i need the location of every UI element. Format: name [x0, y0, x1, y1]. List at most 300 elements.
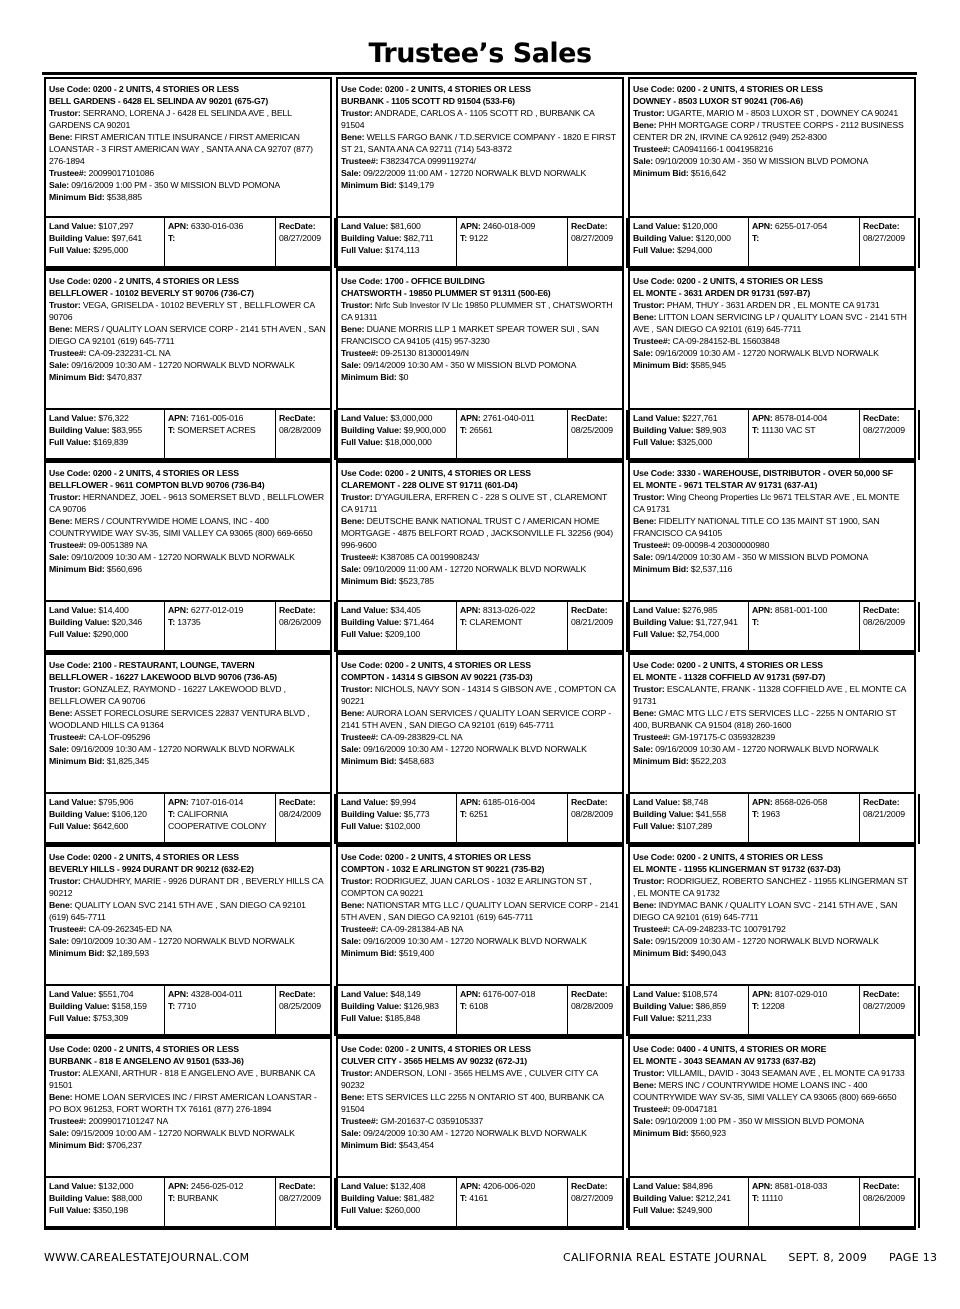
land-value — [49, 1180, 161, 1192]
trustor — [633, 875, 911, 899]
trustee-number-label: Trustee#: — [341, 732, 379, 742]
trustee-number-value: K387085 CA 0019908243/ — [380, 552, 480, 562]
recdate-column — [276, 986, 336, 1036]
tract — [752, 424, 856, 436]
minimum-bid — [633, 947, 911, 959]
listing-values — [628, 1176, 916, 1230]
sale-info — [341, 359, 619, 371]
beneficiary-value: MERS INC / COUNTRYWIDE HOME LOANS INC - 400 COUNTRYWIDE WAY SV-35, SIMI VALLEY CA 93065 (800) 669-6650 — [633, 1080, 897, 1102]
use-code-label: Use Code: — [341, 84, 383, 94]
values-column — [336, 218, 457, 268]
minimum-bid — [633, 167, 911, 179]
beneficiary-label: Bene: — [341, 516, 365, 526]
full-value-label: Full Value: — [341, 1013, 383, 1023]
minimum-bid — [633, 1127, 911, 1139]
sale-info-label: Sale: — [633, 1116, 654, 1126]
trustee-number-value: CA-LOF-095296 — [88, 732, 151, 742]
land-value-value: $276,985 — [682, 605, 718, 615]
building-value — [49, 616, 161, 628]
use-code-value: 0200 - 2 UNITS, 4 STORIES OR LESS — [92, 468, 239, 478]
apn-value: 6277-012-019 — [190, 605, 244, 615]
apn-value: 8107-029-010 — [774, 989, 828, 999]
trustee-number — [341, 347, 619, 359]
use-code-line — [341, 275, 619, 287]
full-value — [633, 436, 745, 448]
beneficiary — [341, 707, 619, 731]
tract — [752, 1192, 856, 1204]
recdate-value: 08/28/2009 — [571, 809, 613, 819]
building-value-label: Building Value: — [633, 809, 694, 819]
listing-card — [628, 845, 916, 1036]
full-value-label: Full Value: — [633, 821, 675, 831]
listing-values — [44, 1176, 332, 1230]
minimum-bid — [341, 179, 619, 191]
recdate-value: 08/27/2009 — [571, 233, 613, 243]
apn-label: APN: — [460, 605, 481, 615]
tract — [460, 1192, 564, 1204]
beneficiary — [341, 131, 619, 155]
trustor-value: HERNANDEZ, JOEL - 9613 SOMERSET BLVD , BELLFLOWER CA 90706 — [49, 492, 325, 514]
apn-value: 6185-016-004 — [482, 797, 536, 807]
beneficiary-value: DUANE MORRIS LLP 1 MARKET SPEAR TOWER SUI , SAN FRANCISCO CA 94105 (415) 957-3230 — [341, 324, 599, 346]
beneficiary — [341, 515, 619, 551]
use-code-value: 0200 - 2 UNITS, 4 STORIES OR LESS — [384, 660, 531, 670]
trustee-number — [633, 335, 911, 347]
land-value-value: $48,149 — [390, 989, 421, 999]
beneficiary — [49, 323, 327, 347]
full-value — [49, 1204, 161, 1216]
trustee-number-value: CA0941166-1 0041958216 — [672, 144, 773, 154]
building-value-label: Building Value: — [49, 233, 110, 243]
property-address: EL MONTE - 3631 ARDEN DR 91731 (597-B7) — [633, 288, 811, 298]
listing-card — [44, 269, 332, 460]
beneficiary-label: Bene: — [341, 708, 365, 718]
beneficiary-value: DEUTSCHE BANK NATIONAL TRUST C / AMERICAN HOME MORTGAGE - 4875 BELFORT ROAD , JACKSONVILLE FL 32256 (904) 996-9600 — [341, 516, 613, 550]
building-value-label: Building Value: — [633, 233, 694, 243]
footer-page-number: PAGE 13 — [889, 1251, 938, 1264]
minimum-bid — [633, 359, 911, 371]
building-value-label: Building Value: — [49, 1193, 110, 1203]
tract-label: T: — [168, 617, 175, 627]
apn — [752, 412, 856, 424]
trustee-number-label: Trustee#: — [633, 732, 671, 742]
land-value — [341, 988, 453, 1000]
apn — [168, 988, 272, 1000]
land-value — [49, 412, 161, 424]
use-code-label: Use Code: — [49, 468, 91, 478]
full-value-value: $174,113 — [385, 245, 420, 255]
listing-card — [336, 461, 624, 652]
building-value-label: Building Value: — [341, 617, 402, 627]
use-code-value: 0200 - 2 UNITS, 4 STORIES OR LESS — [676, 852, 823, 862]
trustor-value: ANDERSON, LONI - 3565 HELMS AVE , CULVER CITY CA 90232 — [341, 1068, 598, 1090]
recdate-value: 08/25/2009 — [571, 425, 613, 435]
minimum-bid-value: $149,179 — [398, 180, 434, 190]
full-value-value: $211,233 — [677, 1013, 712, 1023]
recdate-value: 08/26/2009 — [279, 617, 321, 627]
recdate-column — [276, 1178, 336, 1228]
apn-label: APN: — [752, 413, 773, 423]
trustee-number — [341, 923, 619, 935]
building-value-value: $20,346 — [111, 617, 143, 627]
trustee-number — [49, 539, 327, 551]
apn-value: 8578-014-004 — [774, 413, 828, 423]
trustor-label: Trustor: — [633, 300, 665, 310]
property-address: DOWNEY - 8503 LUXOR ST 90241 (706-A6) — [633, 96, 804, 106]
minimum-bid-value: $1,825,345 — [106, 756, 149, 766]
land-value-label: Land Value: — [633, 989, 681, 999]
sale-info-value: 09/16/2009 10:30 AM - 12720 NORWALK BLVD NORWALK — [71, 360, 295, 370]
building-value-value: $120,000 — [695, 233, 731, 243]
building-value-value: $106,120 — [111, 809, 147, 819]
beneficiary-label: Bene: — [49, 708, 73, 718]
beneficiary-value: ASSET FORECLOSURE SERVICES 22837 VENTURA BLVD , WOODLAND HILLS CA 91364 — [49, 708, 310, 730]
beneficiary-label: Bene: — [633, 708, 657, 718]
listing-card — [44, 653, 332, 844]
property-address: EL MONTE - 11955 KLINGERMAN ST 91732 (637-D3) — [633, 864, 841, 874]
land-value — [341, 220, 453, 232]
land-value-label: Land Value: — [341, 797, 389, 807]
use-code-line — [49, 1043, 327, 1055]
tract-label: T: — [460, 425, 467, 435]
recdate-value: 08/27/2009 — [863, 233, 905, 243]
values-column — [44, 986, 165, 1036]
use-code-line — [49, 851, 327, 863]
trustee-number-value: 09-00098-4 20300000980 — [672, 540, 770, 550]
trustee-number — [633, 1103, 911, 1115]
full-value-label: Full Value: — [341, 821, 383, 831]
trustee-number-value: 09-0051389 NA — [88, 540, 148, 550]
trustor-value: PHAM, THUY - 3631 ARDEN DR , EL MONTE CA 91731 — [666, 300, 880, 310]
building-value — [633, 1192, 745, 1204]
use-code-line — [49, 275, 327, 287]
sale-info-label: Sale: — [341, 1128, 362, 1138]
building-value — [49, 808, 161, 820]
listing-values — [44, 408, 332, 462]
land-value-value: $107,297 — [98, 221, 134, 231]
listing-details — [341, 467, 619, 598]
use-code-value: 1700 - OFFICE BUILDING — [384, 276, 485, 286]
full-value — [341, 628, 453, 640]
trustor-label: Trustor: — [49, 876, 81, 886]
land-value-label: Land Value: — [49, 989, 97, 999]
apn-label: APN: — [460, 413, 481, 423]
beneficiary-value: INDYMAC BANK / QUALITY LOAN SVC - 2141 5TH AVE , SAN DIEGO CA 92101 (619) 645-7711 — [633, 900, 898, 922]
tract-label: T: — [168, 425, 175, 435]
apn — [752, 796, 856, 808]
apn-label: APN: — [168, 989, 189, 999]
values-column — [336, 602, 457, 652]
minimum-bid-label: Minimum Bid: — [341, 756, 397, 766]
building-value-value: $83,955 — [111, 425, 143, 435]
recdate-column — [860, 218, 920, 268]
beneficiary — [49, 515, 327, 539]
full-value — [633, 1012, 745, 1024]
full-value-value: $325,000 — [677, 437, 713, 447]
listing-card — [628, 653, 916, 844]
trustor — [341, 1067, 619, 1091]
full-value — [341, 1204, 453, 1216]
trustor-label: Trustor: — [633, 1068, 665, 1078]
building-value-label: Building Value: — [49, 809, 110, 819]
trustee-number-value: GM-201637-C 0359105337 — [380, 1116, 484, 1126]
use-code-value: 0200 - 2 UNITS, 4 STORIES OR LESS — [92, 1044, 239, 1054]
building-value-value: $1,727,941 — [695, 617, 738, 627]
minimum-bid-value: $560,923 — [690, 1128, 726, 1138]
full-value-label: Full Value: — [49, 821, 91, 831]
sale-info — [341, 167, 619, 179]
full-value-value: $290,000 — [93, 629, 129, 639]
apn — [168, 220, 272, 232]
trustee-number-label: Trustee#: — [49, 924, 87, 934]
listing-details — [49, 275, 327, 406]
use-code-label: Use Code: — [341, 852, 383, 862]
beneficiary — [633, 311, 911, 335]
building-value-label: Building Value: — [633, 425, 694, 435]
land-value-label: Land Value: — [341, 605, 389, 615]
beneficiary — [633, 707, 911, 731]
land-value — [49, 604, 161, 616]
sale-info-label: Sale: — [341, 744, 362, 754]
building-value-label: Building Value: — [341, 425, 402, 435]
apn-value: 7107-016-014 — [190, 797, 244, 807]
trustor-value: GONZALEZ, RAYMOND - 16227 LAKEWOOD BLVD , BELLFLOWER CA 90706 — [49, 684, 286, 706]
trustor-value: Nrfc Sub Investor IV Llc 19850 PLUMMER ST , CHATSWORTH CA 91311 — [341, 300, 613, 322]
listing-values — [44, 984, 332, 1038]
listing-values — [628, 792, 916, 846]
tract-value: 6251 — [469, 809, 488, 819]
trustor-label: Trustor: — [633, 876, 665, 886]
trustee-number — [49, 1115, 327, 1127]
minimum-bid — [49, 191, 327, 203]
trustee-number — [341, 551, 619, 563]
use-code-value: 0200 - 2 UNITS, 4 STORIES OR LESS — [384, 1044, 531, 1054]
values-column — [628, 410, 749, 460]
minimum-bid-label: Minimum Bid: — [341, 948, 397, 958]
full-value-value: $169,839 — [93, 437, 129, 447]
trustor — [49, 875, 327, 899]
apn-value: 6176-007-018 — [482, 989, 536, 999]
recdate-column — [860, 410, 920, 460]
apn-column — [457, 218, 568, 268]
land-value — [633, 796, 745, 808]
use-code-label: Use Code: — [49, 84, 91, 94]
building-value-value: $81,482 — [403, 1193, 435, 1203]
full-value-label: Full Value: — [633, 1013, 675, 1023]
beneficiary — [341, 323, 619, 347]
property-address: BEVERLY HILLS - 9924 DURANT DR 90212 (632-E2) — [49, 864, 254, 874]
trustor-label: Trustor: — [341, 108, 373, 118]
use-code-value: 3330 - WAREHOUSE, DISTRIBUTOR - OVER 50,000 SF — [676, 468, 893, 478]
trustor — [633, 1067, 911, 1079]
recdate-column — [568, 794, 628, 844]
land-value-value: $34,405 — [390, 605, 421, 615]
listing-row — [44, 269, 916, 461]
trustee-number — [49, 923, 327, 935]
beneficiary-value: LITTON LOAN SERVICING LP / QUALITY LOAN SVC - 2141 5TH AVE , SAN DIEGO CA 92101 (619) 645-7711 — [633, 312, 907, 334]
building-value — [341, 1000, 453, 1012]
sale-info-value: 09/10/2009 10:30 AM - 350 W MISSION BLVD POMONA — [655, 156, 869, 166]
minimum-bid — [341, 755, 619, 767]
sale-info-value: 09/15/2009 10:00 AM - 12720 NORWALK BLVD NORWALK — [71, 1128, 295, 1138]
tract — [752, 808, 856, 820]
recdate-column — [276, 602, 336, 652]
beneficiary — [341, 899, 619, 923]
tract-label: T: — [168, 233, 175, 243]
building-value — [633, 808, 745, 820]
trustor-label: Trustor: — [341, 492, 373, 502]
beneficiary-label: Bene: — [633, 1080, 657, 1090]
recdate-label: RecDate: — [279, 797, 316, 807]
beneficiary — [633, 899, 911, 923]
building-value-label: Building Value: — [49, 1001, 110, 1011]
minimum-bid — [341, 575, 619, 587]
trustee-number-label: Trustee#: — [49, 1116, 87, 1126]
values-column — [336, 986, 457, 1036]
full-value — [341, 1012, 453, 1024]
building-value-value: $89,903 — [695, 425, 727, 435]
apn-label: APN: — [168, 1181, 189, 1191]
minimum-bid-label: Minimum Bid: — [341, 1140, 397, 1150]
apn-value: 2460-018-009 — [482, 221, 536, 231]
apn-value: 7161-005-016 — [190, 413, 244, 423]
tract-label: T: — [752, 233, 759, 243]
trustor-label: Trustor: — [633, 684, 665, 694]
listing-details — [49, 1043, 327, 1174]
full-value-value: $185,848 — [385, 1013, 421, 1023]
sale-info — [633, 1115, 911, 1127]
tract-label: T: — [752, 425, 759, 435]
sale-info — [341, 743, 619, 755]
land-value-label: Land Value: — [49, 797, 97, 807]
listing-details — [633, 467, 911, 598]
use-code-line — [633, 851, 911, 863]
listing-row — [44, 461, 916, 653]
minimum-bid-label: Minimum Bid: — [633, 360, 689, 370]
trustor — [341, 875, 619, 899]
property-address: BELL GARDENS - 6428 EL SELINDA AV 90201 (675-G7) — [49, 96, 269, 106]
beneficiary-value: ETS SERVICES LLC 2255 N ONTARIO ST 400, BURBANK CA 91504 — [341, 1092, 604, 1114]
sale-info — [341, 1127, 619, 1139]
full-value — [341, 244, 453, 256]
minimum-bid — [341, 1139, 619, 1151]
land-value — [633, 604, 745, 616]
building-value-label: Building Value: — [49, 617, 110, 627]
land-value-label: Land Value: — [633, 1181, 681, 1191]
trustor — [341, 491, 619, 515]
tract-label: T: — [752, 617, 759, 627]
sale-info-value: 09/22/2009 11:00 AM - 12720 NORWALK BLVD NORWALK — [363, 168, 587, 178]
tract-value: 4161 — [469, 1193, 488, 1203]
trustee-number-value: CA-09-284152-BL 15603848 — [672, 336, 780, 346]
land-value — [49, 796, 161, 808]
recdate-label: RecDate: — [279, 605, 316, 615]
property-address: EL MONTE - 3043 SEAMAN AV 91733 (637-B2) — [633, 1056, 816, 1066]
tract — [752, 616, 856, 628]
use-code-label: Use Code: — [49, 660, 91, 670]
land-value-value: $14,400 — [98, 605, 129, 615]
beneficiary-label: Bene: — [633, 120, 657, 130]
apn-column — [749, 602, 860, 652]
building-value — [49, 232, 161, 244]
apn-label: APN: — [752, 797, 773, 807]
minimum-bid-value: $458,683 — [398, 756, 434, 766]
tract — [460, 232, 564, 244]
trustee-number — [633, 923, 911, 935]
recdate-label: RecDate: — [863, 797, 900, 807]
apn-column — [457, 986, 568, 1036]
full-value-value: $209,100 — [385, 629, 421, 639]
sale-info — [633, 155, 911, 167]
land-value-value: $9,994 — [390, 797, 417, 807]
tract-value: BURBANK — [177, 1193, 219, 1203]
recdate-value: 08/27/2009 — [571, 1193, 613, 1203]
property-address: BELLFLOWER - 9611 COMPTON BLVD 90706 (736-B4) — [49, 480, 265, 490]
use-code-label: Use Code: — [341, 1044, 383, 1054]
use-code-line — [49, 659, 327, 671]
trustor-label: Trustor: — [341, 300, 373, 310]
beneficiary — [49, 1091, 327, 1115]
trustor — [49, 299, 327, 323]
sale-info — [49, 1127, 327, 1139]
sale-info-value: 09/15/2009 10:30 AM - 12720 NORWALK BLVD NORWALK — [655, 936, 879, 946]
trustor-value: RODRIGUEZ, ROBERTO SANCHEZ - 11955 KLINGERMAN ST , EL MONTE CA 91732 — [633, 876, 908, 898]
land-value — [341, 796, 453, 808]
minimum-bid-value: $490,043 — [690, 948, 726, 958]
trustee-number — [633, 143, 911, 155]
apn-value: 2456-025-012 — [190, 1181, 244, 1191]
apn-column — [749, 218, 860, 268]
beneficiary-value: HOME LOAN SERVICES INC / FIRST AMERICAN LOANSTAR - PO BOX 961253, FORT WORTH TX 76161 (877) 276-1894 — [49, 1092, 317, 1114]
listing-values — [44, 216, 332, 270]
beneficiary-value: FIDELITY NATIONAL TITLE CO 135 MAINT ST 1900, SAN FRANCISCO CA 94105 — [633, 516, 880, 538]
trustor-label: Trustor: — [341, 1068, 373, 1078]
building-value-label: Building Value: — [341, 1001, 402, 1011]
land-value-label: Land Value: — [49, 1181, 97, 1191]
building-value-value: $5,773 — [403, 809, 430, 819]
property-address: CULVER CITY - 3565 HELMS AV 90232 (672-J1) — [341, 1056, 528, 1066]
recdate-label: RecDate: — [279, 221, 316, 231]
beneficiary-label: Bene: — [49, 1092, 73, 1102]
tract-value: 26561 — [469, 425, 493, 435]
apn — [168, 604, 272, 616]
use-code-label: Use Code: — [633, 852, 675, 862]
trustor-label: Trustor: — [633, 492, 665, 502]
use-code-line — [341, 659, 619, 671]
values-column — [628, 218, 749, 268]
full-value-value: $260,000 — [385, 1205, 421, 1215]
sale-info — [633, 347, 911, 359]
sale-info-value: 09/24/2009 10:30 AM - 12720 NORWALK BLVD NORWALK — [363, 1128, 587, 1138]
tract-value: 7710 — [177, 1001, 196, 1011]
trustee-number-label: Trustee#: — [49, 348, 87, 358]
apn-label: APN: — [460, 221, 481, 231]
full-value — [341, 436, 453, 448]
building-value — [633, 424, 745, 436]
use-code-line — [633, 659, 911, 671]
sale-info — [341, 563, 619, 575]
recdate-label: RecDate: — [571, 413, 608, 423]
land-value-label: Land Value: — [633, 221, 681, 231]
recdate-label: RecDate: — [571, 1181, 608, 1191]
full-value — [49, 436, 161, 448]
use-code-line — [49, 83, 327, 95]
land-value-value: $795,906 — [98, 797, 134, 807]
apn-label: APN: — [168, 797, 189, 807]
values-column — [44, 218, 165, 268]
recdate-label: RecDate: — [863, 1181, 900, 1191]
sale-info-value: 09/16/2009 10:30 AM - 12720 NORWALK BLVD NORWALK — [655, 348, 879, 358]
